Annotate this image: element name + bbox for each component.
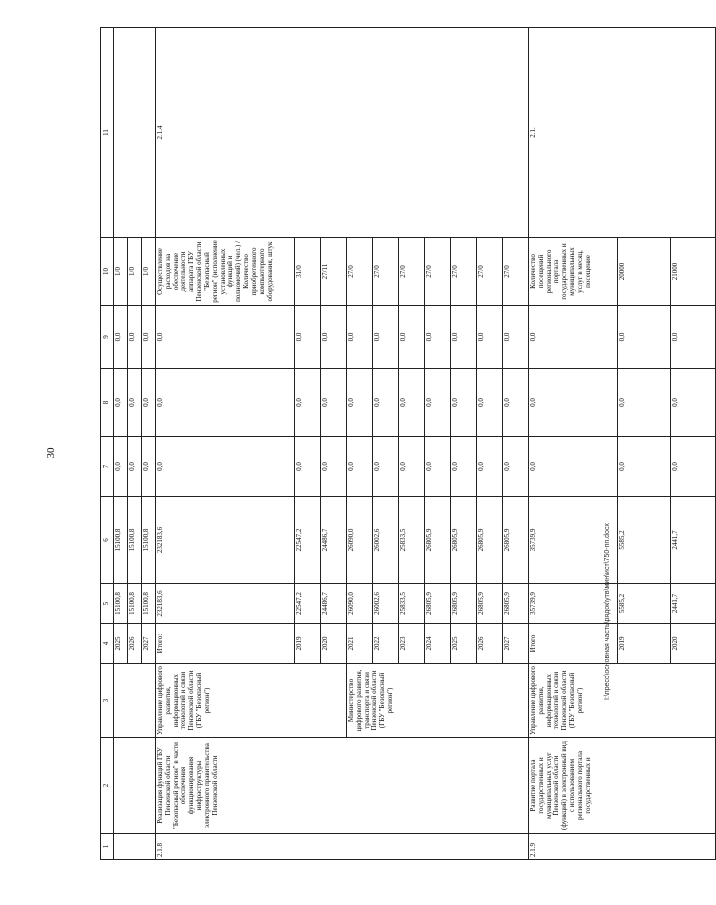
empty-name-cell	[114, 738, 156, 834]
regional-budget-cell: 26805,9	[425, 497, 451, 584]
federal-budget-cell: 0,0	[142, 437, 156, 497]
local-budget-cell: 0,0	[671, 369, 716, 437]
indicator-cell: 1/0	[114, 238, 128, 306]
column-number-2: 2	[101, 738, 114, 834]
regional-budget-cell: 25833,5	[399, 497, 425, 584]
reference-cell: 2.1.	[529, 28, 716, 238]
local-budget-cell: 0,0	[347, 369, 373, 437]
other-sources-cell: 0,0	[142, 306, 156, 369]
indicator-cell: 21000	[671, 238, 716, 306]
rotated-table-wrapper	[100, 28, 679, 860]
year-cell: 2020	[671, 624, 716, 664]
other-sources-cell: 0,0	[114, 306, 128, 369]
local-budget-cell: 0,0	[425, 369, 451, 437]
regional-budget-cell: 26805,9	[503, 497, 529, 584]
indicator-cell: Количество посещений регионального портала государственных и муниципальных услуг в месяц, посещение	[529, 238, 618, 306]
federal-budget-cell: 0,0	[671, 437, 716, 497]
local-budget-cell: 0,0	[373, 369, 399, 437]
local-budget-cell: 0,0	[399, 369, 425, 437]
other-sources-cell: 0,0	[529, 306, 618, 369]
total-amount-cell: 24486,7	[321, 584, 347, 624]
regional-budget-cell: 26805,9	[451, 497, 477, 584]
federal-budget-cell: 0,0	[295, 437, 321, 497]
regional-budget-cell: 26805,9	[477, 497, 503, 584]
empty-reference-cell	[114, 28, 156, 238]
empty-number-cell	[114, 834, 156, 860]
total-amount-cell: 26090,0	[347, 584, 373, 624]
local-budget-cell: 0,0	[451, 369, 477, 437]
other-sources-cell: 0,0	[425, 306, 451, 369]
year-cell: 2021	[347, 624, 373, 664]
regional-budget-cell: 26090,0	[347, 497, 373, 584]
year-cell: Итого	[529, 624, 618, 664]
header-row	[101, 28, 114, 860]
year-cell: 2025	[451, 624, 477, 664]
regional-budget-cell: 15100,8	[142, 497, 156, 584]
year-cell: 2026	[477, 624, 503, 664]
indicator-cell: 31/0	[295, 238, 321, 306]
local-budget-cell: 0,0	[295, 369, 321, 437]
item-number: 2.1.9	[529, 834, 716, 860]
other-sources-cell: 0,0	[618, 306, 671, 369]
total-amount-cell: 15100,8	[142, 584, 156, 624]
local-budget-cell: 0,0	[114, 369, 128, 437]
federal-budget-cell: 0,0	[503, 437, 529, 497]
total-amount-cell: 35739,9	[529, 584, 618, 624]
item-name: Реализация функций ГБУ Пензенской области "Безопасный регион" в части обеспечения функционирования инфраструктуры электронного правительства Пензенской области	[156, 738, 529, 834]
total-amount-cell: 15100,8	[114, 584, 128, 624]
page-number: 30	[45, 447, 57, 459]
executor-cell: Управление цифрового развития, информационных технологий и связи Пензенской области (ГБУ "Безопасный регион")	[156, 664, 347, 738]
total-amount-cell: 5585,2	[618, 584, 671, 624]
federal-budget-cell: 0,0	[347, 437, 373, 497]
indicator-cell: 1/0	[128, 238, 142, 306]
federal-budget-cell: 0,0	[399, 437, 425, 497]
regional-budget-cell: 26002,6	[373, 497, 399, 584]
footer-file-path: I:\пресс\основная часть\рядок\утв\мин\ист\750-пп.docx	[604, 523, 611, 700]
regional-budget-cell: 35739,9	[529, 497, 618, 584]
other-sources-cell: 0,0	[321, 306, 347, 369]
federal-budget-cell: 0,0	[477, 437, 503, 497]
column-number-5: 5	[101, 584, 114, 624]
item-2-1-8-total-row	[156, 28, 295, 860]
other-sources-cell: 0,0	[477, 306, 503, 369]
local-budget-cell: 0,0	[321, 369, 347, 437]
year-cell: 2026	[128, 624, 142, 664]
regional-budget-cell: 5585,2	[618, 497, 671, 584]
federal-budget-cell: 0,0	[321, 437, 347, 497]
regional-budget-cell: 15100,8	[114, 497, 128, 584]
year-cell: 2022	[373, 624, 399, 664]
local-budget-cell: 0,0	[618, 369, 671, 437]
regional-budget-cell: 15100,8	[128, 497, 142, 584]
federal-budget-cell: 0,0	[156, 437, 295, 497]
executor-cell: Управление цифрового развития, информационных технологий и связи Пензенской области (ГБУ "Безопасный регион")	[529, 664, 716, 738]
indicator-cell: Осуществление расходов на обеспечение деятельности аппарата ГБУ Пензенской области "Безопасный регион" (исполнение установленных функций и полномочий) (чел.) / Количество приобретенного компьютерного оборудования, штук	[156, 238, 295, 306]
federal-budget-cell: 0,0	[529, 437, 618, 497]
federal-budget-cell: 0,0	[451, 437, 477, 497]
total-amount-cell: 26002,6	[373, 584, 399, 624]
local-budget-cell: 0,0	[529, 369, 618, 437]
indicator-cell: 27/0	[373, 238, 399, 306]
column-number-11: 11	[101, 28, 114, 238]
item-name: Развитие портала государственных и муниципальных услуг Пензенской области (функций) в электронный вид с использованием регионального портала государственных и	[529, 738, 716, 834]
local-budget-cell: 0,0	[503, 369, 529, 437]
total-amount-cell: 26805,9	[425, 584, 451, 624]
other-sources-cell: 0,0	[347, 306, 373, 369]
continuation-row	[114, 28, 128, 860]
column-number-3: 3	[101, 664, 114, 738]
column-number-8: 8	[101, 369, 114, 437]
total-amount-cell: 15100,8	[128, 584, 142, 624]
indicator-cell: 1/0	[142, 238, 156, 306]
other-sources-cell: 0,0	[373, 306, 399, 369]
total-amount-cell: 2441,7	[671, 584, 716, 624]
executor-cell: Министерство цифрового развития, транспорта и связи Пензенской области (ГБУ "Безопасный регион")	[347, 664, 529, 738]
indicator-cell: 27/0	[503, 238, 529, 306]
year-cell: 2025	[114, 624, 128, 664]
reference-cell: 2.1.4	[156, 28, 529, 238]
indicator-cell: 27/0	[425, 238, 451, 306]
column-number-9: 9	[101, 306, 114, 369]
federal-budget-cell: 0,0	[128, 437, 142, 497]
total-amount-cell: 232183,6	[156, 584, 295, 624]
budget-table	[100, 27, 716, 860]
item-number: 2.1.8	[156, 834, 529, 860]
indicator-cell: 27/0	[347, 238, 373, 306]
indicator-cell: 27/0	[451, 238, 477, 306]
federal-budget-cell: 0,0	[618, 437, 671, 497]
indicator-cell: 27/11	[321, 238, 347, 306]
other-sources-cell: 0,0	[399, 306, 425, 369]
indicator-cell: 27/0	[399, 238, 425, 306]
local-budget-cell: 0,0	[156, 369, 295, 437]
column-number-1: 1	[101, 834, 114, 860]
year-cell: 2020	[321, 624, 347, 664]
column-number-6: 6	[101, 497, 114, 584]
total-amount-cell: 26805,9	[503, 584, 529, 624]
year-cell: 2024	[425, 624, 451, 664]
year-cell: 2023	[399, 624, 425, 664]
other-sources-cell: 0,0	[295, 306, 321, 369]
total-amount-cell: 26805,9	[451, 584, 477, 624]
other-sources-cell: 0,0	[156, 306, 295, 369]
other-sources-cell: 0,0	[451, 306, 477, 369]
local-budget-cell: 0,0	[477, 369, 503, 437]
year-cell: 2027	[142, 624, 156, 664]
year-cell: 2019	[295, 624, 321, 664]
regional-budget-cell: 2441,7	[671, 497, 716, 584]
indicator-cell: 20000	[618, 238, 671, 306]
federal-budget-cell: 0,0	[373, 437, 399, 497]
local-budget-cell: 0,0	[142, 369, 156, 437]
column-number-10: 10	[101, 238, 114, 306]
federal-budget-cell: 0,0	[114, 437, 128, 497]
empty-executor-cell	[114, 664, 156, 738]
regional-budget-cell: 24486,7	[321, 497, 347, 584]
column-number-4: 4	[101, 624, 114, 664]
federal-budget-cell: 0,0	[425, 437, 451, 497]
year-cell: 2019	[618, 624, 671, 664]
total-amount-cell: 26805,9	[477, 584, 503, 624]
other-sources-cell: 0,0	[671, 306, 716, 369]
local-budget-cell: 0,0	[128, 369, 142, 437]
other-sources-cell: 0,0	[503, 306, 529, 369]
regional-budget-cell: 22547,2	[295, 497, 321, 584]
regional-budget-cell: 232183,6	[156, 497, 295, 584]
year-cell: Итого:	[156, 624, 295, 664]
other-sources-cell: 0,0	[128, 306, 142, 369]
total-amount-cell: 25833,5	[399, 584, 425, 624]
year-cell: 2027	[503, 624, 529, 664]
total-amount-cell: 22547,2	[295, 584, 321, 624]
indicator-cell: 27/0	[477, 238, 503, 306]
column-number-7: 7	[101, 437, 114, 497]
